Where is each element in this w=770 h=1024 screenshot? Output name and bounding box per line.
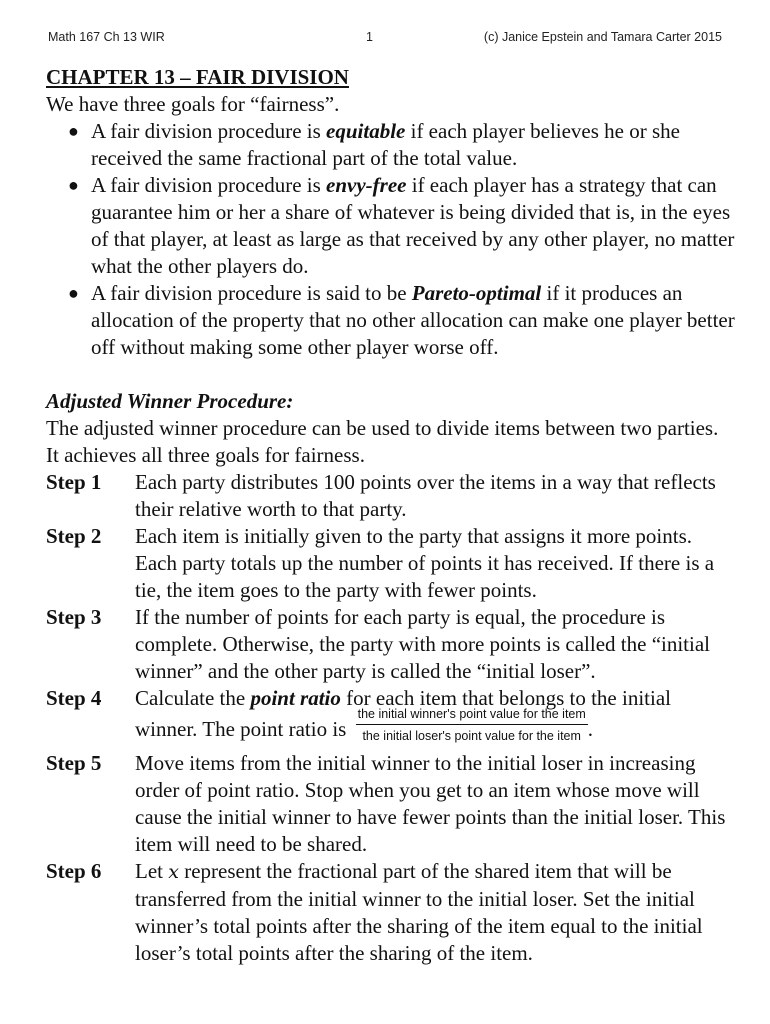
goal-text-after: if each player believes he or she received the same fractional part of the total value.: [91, 119, 680, 170]
header-course: Math 167 Ch 13 WIR: [48, 30, 165, 44]
step-text: If the number of points for each party is equal, the procedure is complete. Otherwise, the party with more points is called the “initial winner” and the other party is called the “initial loser”.: [135, 605, 711, 683]
step-3: [46, 604, 736, 685]
step-4: [46, 685, 736, 750]
goal-text-before: A fair division procedure is: [91, 173, 327, 197]
goal-text-after: if it produces an allocation of the property that no other allocation can make one player better off without making some other player worse off.: [91, 281, 735, 359]
step-5: [46, 750, 736, 858]
goal-envy-free: [46, 172, 736, 280]
document-body: [46, 64, 736, 967]
step-label: Step 1: [46, 470, 102, 494]
bullet-icon: ●: [68, 175, 79, 195]
goal-term: Pareto-optimal: [411, 281, 542, 305]
goal-text-before: A fair division procedure is: [91, 119, 327, 143]
bullet-icon: ●: [68, 121, 79, 141]
step-label: Step 6: [46, 859, 102, 883]
procedure-title: Adjusted Winner Procedure:: [46, 389, 294, 413]
page-header: [48, 30, 722, 48]
step-label: Step 5: [46, 751, 102, 775]
step-text-after: for each item that belongs to the initial winner. The point ratio is: [135, 686, 671, 741]
step-2: [46, 523, 736, 604]
point-ratio-term: point ratio: [250, 686, 341, 710]
goal-term: equitable: [326, 119, 406, 143]
goals-intro: We have three goals for “fairness”.: [46, 92, 340, 116]
chapter-title: CHAPTER 13 – FAIR DIVISION: [46, 65, 349, 89]
fraction-numerator: the initial winner's point value for the item: [356, 706, 588, 725]
fraction-denominator: the initial loser's point value for the item: [362, 729, 581, 743]
goal-term: envy-free: [326, 173, 407, 197]
goal-text-before: A fair division procedure is said to be: [91, 281, 412, 305]
step-label: Step 3: [46, 605, 102, 629]
step-text-end: .: [587, 716, 594, 741]
goal-equitable: [46, 118, 736, 172]
step-label: Step 2: [46, 524, 102, 548]
goal-pareto-optimal: [46, 280, 736, 361]
variable-x: x: [168, 861, 179, 883]
goal-text-after: if each player has a strategy that can guarantee him or her a share of whatever is being divided that is, in the eyes of that player, at least as large as that received by any other player, no matter what the other players do.: [91, 173, 735, 278]
fairness-goals-list: [46, 118, 736, 361]
bullet-icon: ●: [68, 283, 79, 303]
step-1: [46, 469, 736, 523]
header-copyright: (c) Janice Epstein and Tamara Carter 2015: [483, 30, 722, 44]
step-text-before: Calculate the: [135, 686, 251, 710]
header-page-number: 1: [366, 30, 373, 44]
step-label: Step 4: [46, 686, 102, 710]
step-text: Move items from the initial winner to the initial loser in increasing order of point ratio. Stop when you get to an item whose move will cause the initial winner to have fewer points than the initial loser. This item will need to be shared.: [135, 751, 726, 856]
step-6: [46, 858, 736, 967]
step-text-after: represent the fractional part of the shared item that will be transferred from the initial winner to the initial loser. Set the initial winner’s total points after the sharing of the item equal to the initial loser’s total points after the sharing of the item.: [135, 859, 703, 965]
step-text: Each party distributes 100 points over the items in a way that reflects their relative worth to that party.: [135, 470, 716, 521]
step-text: Each item is initially given to the party that assigns it more points. Each party totals up the number of points it has received. If there is a tie, the item goes to the party with fewer points.: [135, 524, 715, 602]
procedure-intro: The adjusted winner procedure can be used to divide items between two parties. It achieves all three goals for fairness.: [46, 416, 719, 467]
point-ratio-fraction: [356, 706, 588, 744]
step-text-before: Let: [135, 859, 169, 883]
